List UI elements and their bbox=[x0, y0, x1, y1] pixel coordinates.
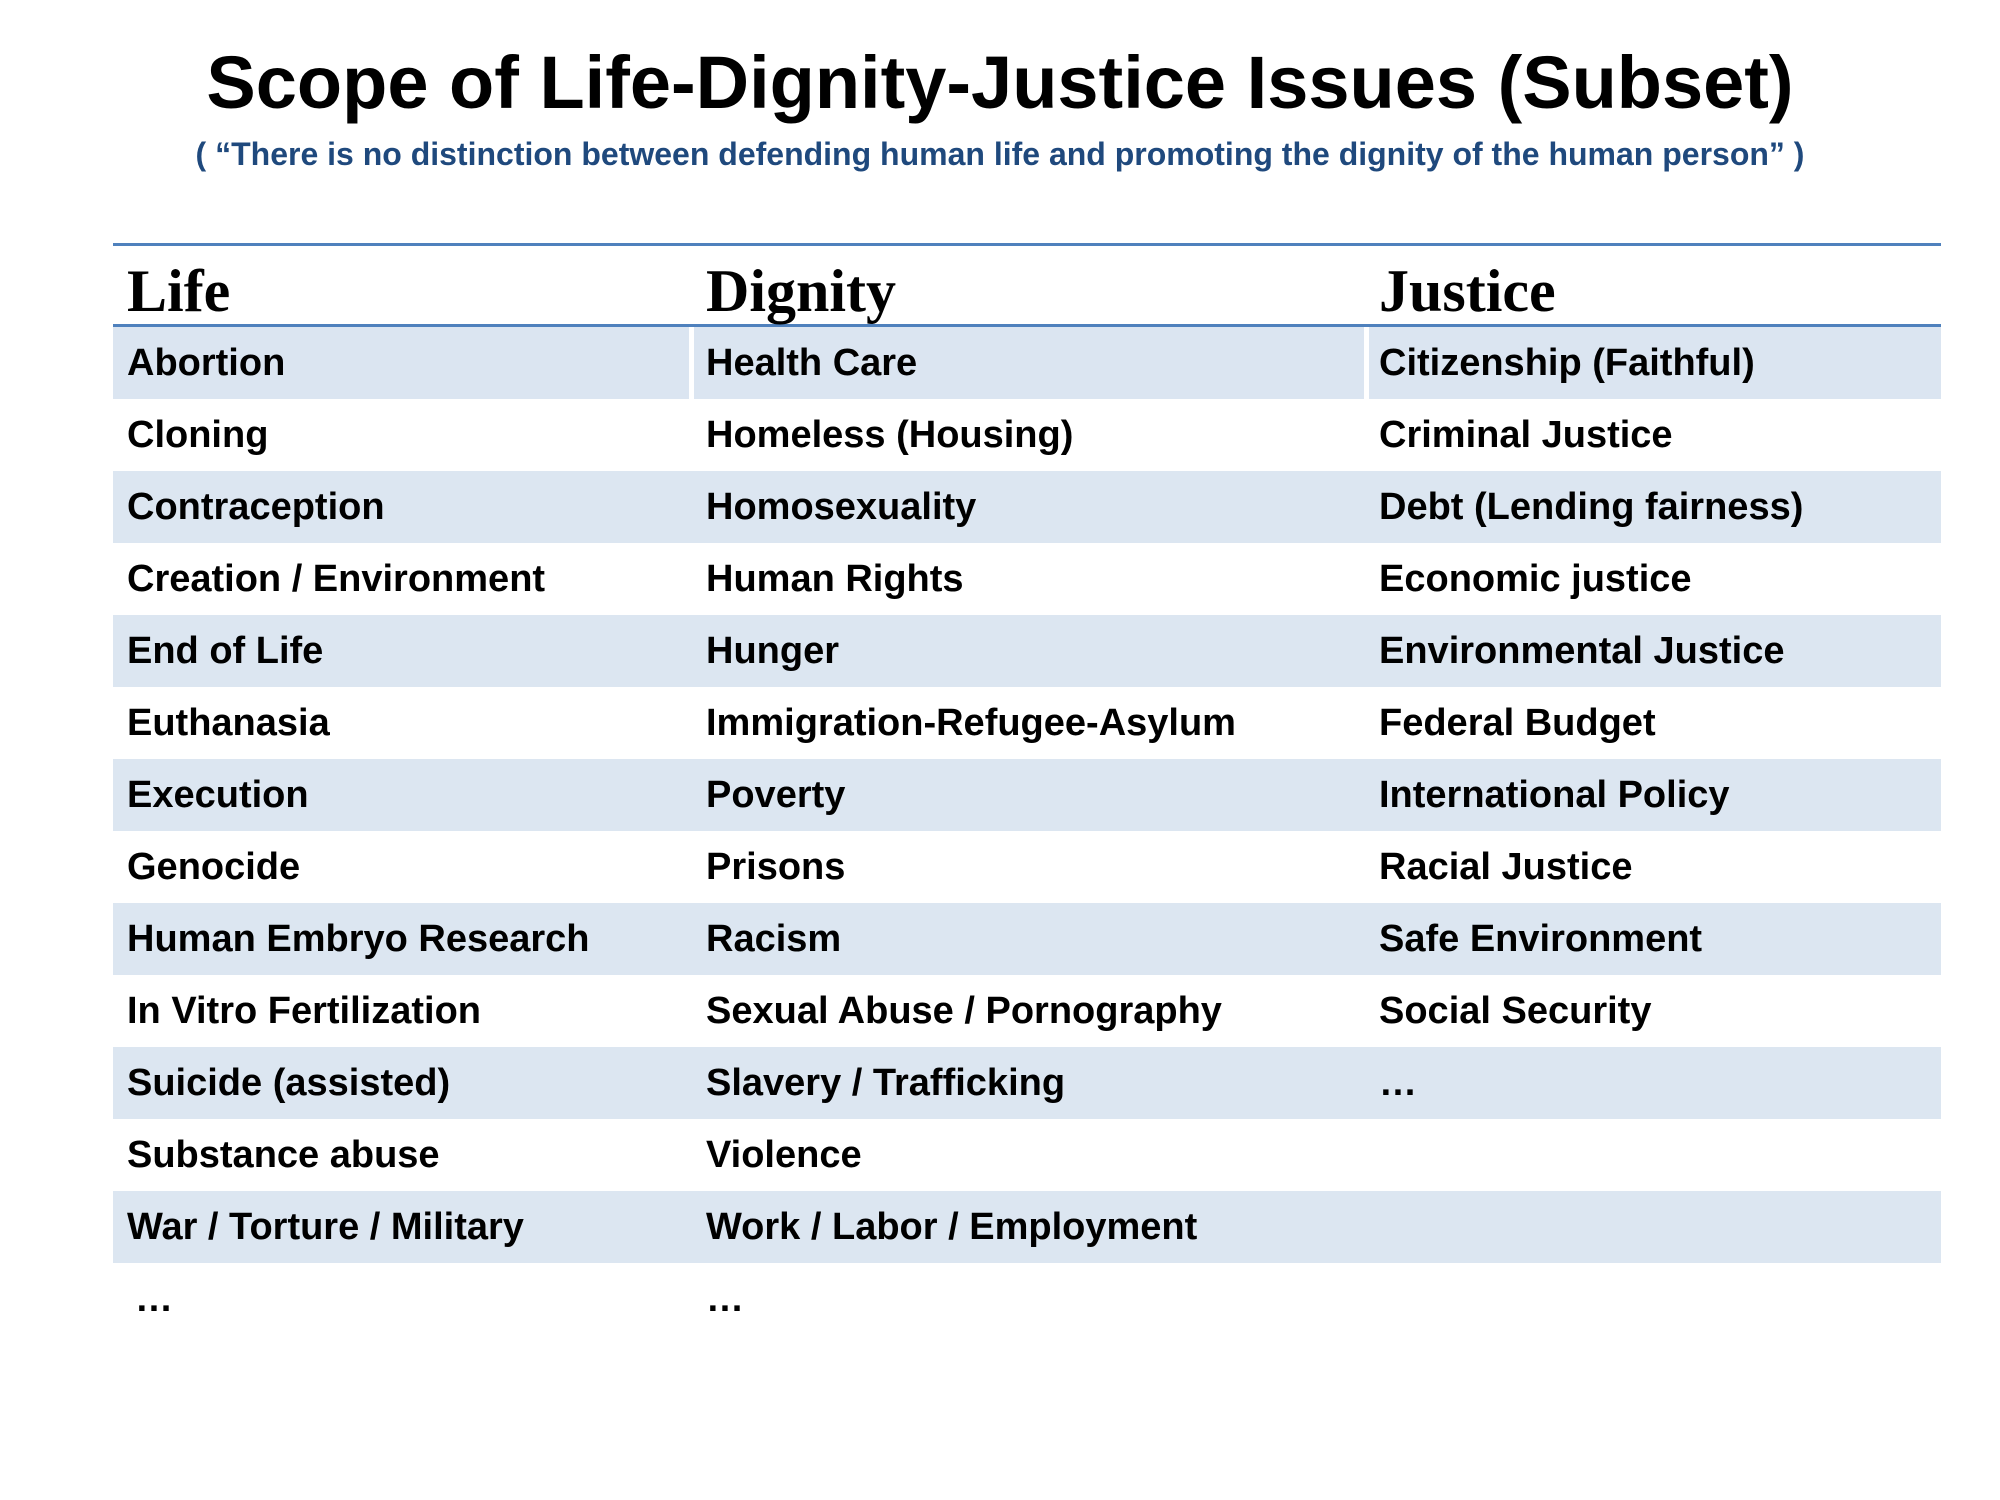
life-cell: Execution bbox=[127, 774, 309, 816]
justice-cell: Criminal Justice bbox=[1379, 414, 1673, 456]
dignity-cell: Immigration-Refugee-Asylum bbox=[706, 702, 1236, 744]
life-cell: War / Torture / Military bbox=[127, 1206, 524, 1248]
life-cell: Euthanasia bbox=[127, 702, 330, 744]
dignity-cell: Racism bbox=[706, 918, 842, 960]
table-row bbox=[113, 687, 1941, 759]
life-cell: Genocide bbox=[127, 846, 301, 888]
table-row bbox=[113, 471, 1941, 543]
slide-title: Scope of Life-Dignity-Justice Issues (Subset) bbox=[206, 41, 1794, 124]
dignity-cell: Poverty bbox=[706, 774, 846, 816]
table-header-row bbox=[113, 246, 1941, 327]
column-header-justice: Justice bbox=[1379, 258, 1556, 324]
table-row bbox=[113, 1263, 1941, 1335]
dignity-cell: Health Care bbox=[706, 342, 918, 384]
column-header-dignity: Dignity bbox=[706, 258, 897, 324]
justice-cell: … bbox=[1379, 1062, 1417, 1104]
justice-cell: Social Security bbox=[1379, 990, 1652, 1032]
issues-table bbox=[113, 243, 1941, 1335]
justice-cell: International Policy bbox=[1379, 774, 1730, 816]
table-row bbox=[113, 1119, 1941, 1191]
dignity-cell: Homeless (Housing) bbox=[706, 414, 1074, 456]
slide-subtitle: ( “There is no distinction between defending human life and promoting the dignity of the human person” ) bbox=[195, 136, 1805, 172]
justice-cell: Economic justice bbox=[1379, 558, 1692, 600]
column-divider bbox=[1364, 327, 1369, 399]
table-row bbox=[113, 831, 1941, 903]
table-row bbox=[113, 327, 1941, 399]
life-cell: Cloning bbox=[127, 414, 269, 456]
justice-cell: Environmental Justice bbox=[1379, 630, 1785, 672]
justice-cell: Safe Environment bbox=[1379, 918, 1703, 960]
justice-cell: Citizenship (Faithful) bbox=[1379, 342, 1755, 384]
life-cell: Human Embryo Research bbox=[127, 918, 590, 960]
life-cell: Suicide (assisted) bbox=[127, 1062, 451, 1104]
dignity-cell: Slavery / Trafficking bbox=[706, 1062, 1066, 1104]
life-cell: … bbox=[135, 1278, 173, 1320]
dignity-cell: Sexual Abuse / Pornography bbox=[706, 990, 1222, 1032]
table-row bbox=[113, 759, 1941, 831]
life-cell: Contraception bbox=[127, 486, 385, 528]
life-cell: Substance abuse bbox=[127, 1134, 440, 1176]
table-row bbox=[113, 903, 1941, 975]
dignity-cell: Hunger bbox=[706, 630, 839, 672]
life-cell: Creation / Environment bbox=[127, 558, 546, 600]
life-cell: In Vitro Fertilization bbox=[127, 990, 481, 1032]
life-cell: Abortion bbox=[127, 342, 286, 384]
dignity-cell: Human Rights bbox=[706, 558, 964, 600]
table-row bbox=[113, 1047, 1941, 1119]
column-divider bbox=[689, 327, 694, 399]
justice-cell: Debt (Lending fairness) bbox=[1379, 486, 1804, 528]
dignity-cell: … bbox=[706, 1278, 744, 1320]
table-row bbox=[113, 1191, 1941, 1263]
dignity-cell: Violence bbox=[706, 1134, 862, 1176]
justice-cell: Racial Justice bbox=[1379, 846, 1633, 888]
table-row bbox=[113, 975, 1941, 1047]
life-cell: End of Life bbox=[127, 630, 324, 672]
dignity-cell: Work / Labor / Employment bbox=[706, 1206, 1198, 1248]
table-row bbox=[113, 543, 1941, 615]
justice-cell: Federal Budget bbox=[1379, 702, 1656, 744]
column-header-life: Life bbox=[127, 258, 231, 324]
dignity-cell: Prisons bbox=[706, 846, 846, 888]
dignity-cell: Homosexuality bbox=[706, 486, 977, 528]
table-row bbox=[113, 615, 1941, 687]
table-row bbox=[113, 399, 1941, 471]
